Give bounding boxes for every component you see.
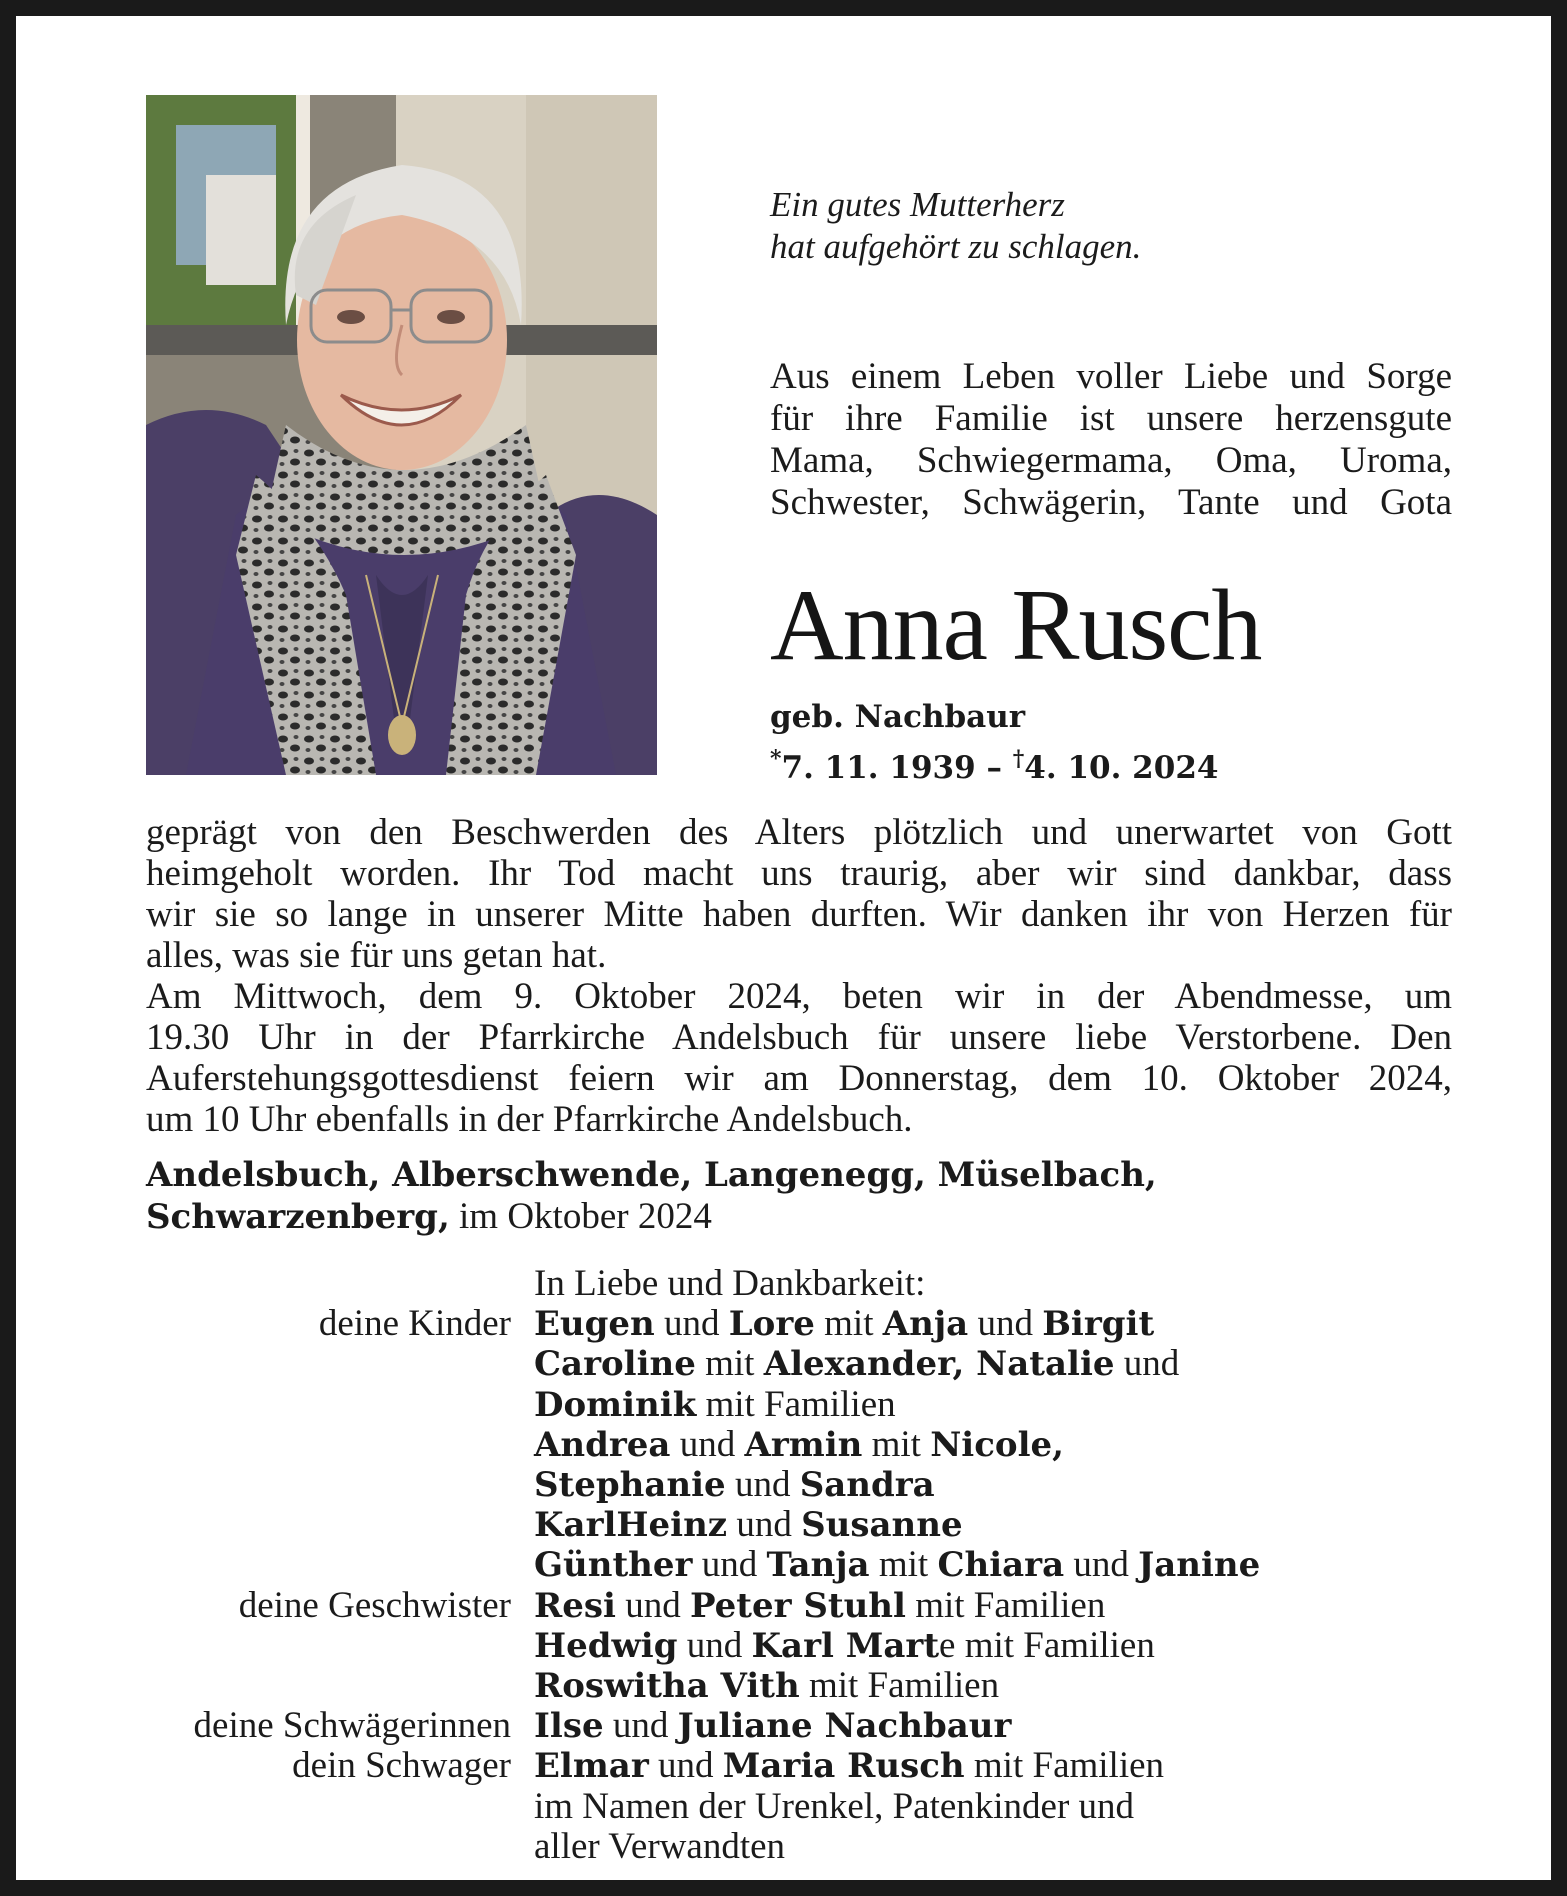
mourner-connector: und bbox=[1114, 1343, 1180, 1385]
mourner-connector: mit bbox=[862, 1423, 931, 1465]
mourner-connector: mit bbox=[814, 1303, 883, 1345]
mourner-role bbox=[146, 1666, 534, 1706]
mourner-connector: im Namen der Urenkel, Patenkinder und bbox=[534, 1785, 1135, 1827]
body-line: heimgeholt worden. Ihr Tod macht uns traurig, aber wir sind dankbar, dass bbox=[146, 853, 1452, 894]
mourner-role bbox=[146, 1827, 534, 1867]
mourner-name: Juliane Nachbaur bbox=[677, 1706, 1012, 1747]
life-dates bbox=[770, 738, 1470, 789]
mourner-role bbox=[146, 1505, 534, 1545]
mourner-role bbox=[146, 1385, 534, 1425]
quote bbox=[770, 184, 1490, 268]
mourner-name: Alexander, Natalie bbox=[763, 1344, 1115, 1385]
mourner-name: Sandra bbox=[799, 1465, 935, 1506]
mourner-row bbox=[146, 1626, 1452, 1666]
place-and-date bbox=[146, 1154, 1452, 1238]
mourner-connector: und bbox=[727, 1504, 802, 1546]
mourner-name: Lore bbox=[728, 1304, 815, 1345]
obituary-body bbox=[146, 812, 1452, 1140]
mourner-row bbox=[146, 1344, 1452, 1384]
mourner-role: dein Schwager bbox=[292, 1745, 511, 1787]
mourner-connector: und bbox=[648, 1745, 723, 1787]
mourner-row bbox=[146, 1304, 1452, 1344]
mourner-names bbox=[534, 1787, 1134, 1827]
death-symbol: † bbox=[1012, 746, 1025, 772]
mourner-name: Elmar bbox=[534, 1746, 649, 1787]
mourners-list bbox=[146, 1264, 1452, 1867]
body-line: 19.30 Uhr in der Pfarrkirche Andelsbuch für unsere liebe Verstorbene. Den bbox=[146, 1017, 1452, 1058]
body-line: Auferstehungsgottesdienst feiern wir am Donnerstag, dem 10. Oktober 2024, bbox=[146, 1058, 1452, 1099]
mourner-names bbox=[534, 1586, 1105, 1626]
portrait-photo-illustration bbox=[146, 95, 657, 775]
intro-line: Mama, Schwiegermama, Oma, Uroma, bbox=[770, 440, 1452, 481]
intro-line: für ihre Familie ist unsere herzensgute bbox=[770, 398, 1452, 439]
mourner-connector: mit bbox=[869, 1544, 938, 1586]
mourner-row bbox=[146, 1666, 1452, 1706]
mourner-row bbox=[146, 1545, 1452, 1585]
mourner-row bbox=[146, 1787, 1452, 1827]
mourner-connector: mit bbox=[695, 1343, 764, 1385]
mourner-name: KarlHeinz bbox=[534, 1505, 728, 1546]
mourner-names bbox=[534, 1505, 963, 1545]
mourner-row bbox=[146, 1827, 1452, 1867]
body-line: geprägt von den Beschwerden des Alters plötzlich und unerwartet von Gott bbox=[146, 812, 1452, 853]
birth-date: 7. 11. 1939 bbox=[781, 750, 976, 786]
mourner-connector: und bbox=[670, 1423, 745, 1465]
mourner-role bbox=[146, 1626, 534, 1666]
mourner-names bbox=[534, 1545, 1260, 1585]
mourner-name: Ilse bbox=[534, 1706, 604, 1747]
intro-text bbox=[770, 356, 1452, 524]
mourners-opening: In Liebe und Dankbarkeit: bbox=[534, 1263, 926, 1304]
mourner-name: Roswitha Vith bbox=[534, 1666, 800, 1707]
mourner-role bbox=[146, 1787, 534, 1827]
mourner-names bbox=[534, 1385, 896, 1425]
mourner-rows bbox=[146, 1304, 1452, 1867]
mourner-names bbox=[534, 1746, 1164, 1786]
body-line: alles, was sie für uns getan hat. bbox=[146, 935, 607, 976]
mourner-name: Birgit bbox=[1042, 1304, 1155, 1345]
body-line: wir sie so lange in unserer Mitte haben durften. Wir danken ihr von Herzen für bbox=[146, 894, 1452, 935]
mourner-connector: und bbox=[615, 1584, 690, 1626]
mourner-names bbox=[534, 1706, 1011, 1746]
mourner-names bbox=[534, 1425, 1064, 1465]
mourner-role bbox=[146, 1344, 534, 1384]
places-date: im Oktober 2024 bbox=[449, 1196, 712, 1237]
mourner-row bbox=[146, 1385, 1452, 1425]
mourner-role: deine Geschwister bbox=[238, 1584, 511, 1626]
mourner-name: Peter Stuhl bbox=[689, 1585, 906, 1626]
mourner-row bbox=[146, 1746, 1452, 1786]
birth-symbol: * bbox=[770, 746, 782, 772]
mourner-name: Nicole, bbox=[930, 1424, 1064, 1465]
mourner-names bbox=[534, 1827, 785, 1867]
mourner-connector: und bbox=[654, 1303, 729, 1345]
mourner-name: Janine bbox=[1138, 1545, 1261, 1586]
mourner-names bbox=[534, 1304, 1154, 1344]
mourner-name: Hedwig bbox=[534, 1625, 678, 1666]
mourner-names bbox=[534, 1666, 999, 1706]
birth-name: geb. Nachbaur bbox=[770, 699, 1026, 735]
mourner-name: Armin bbox=[744, 1424, 863, 1465]
mourner-name: Chiara bbox=[937, 1545, 1065, 1586]
body-line: Am Mittwoch, dem 9. Oktober 2024, beten wir in der Abendmesse, um bbox=[146, 976, 1452, 1017]
mourner-connector: und bbox=[725, 1464, 800, 1506]
mourner-name: Günther bbox=[534, 1545, 693, 1586]
mourner-connector: und bbox=[692, 1544, 767, 1586]
mourner-names bbox=[534, 1465, 935, 1505]
mourner-role bbox=[146, 1545, 534, 1585]
deceased-name: Anna Rusch bbox=[770, 569, 1262, 682]
mourner-name: Resi bbox=[534, 1585, 616, 1626]
mourner-row bbox=[146, 1706, 1452, 1746]
mourner-connector: und bbox=[603, 1705, 678, 1747]
portrait-photo bbox=[146, 95, 657, 775]
quote-line: hat aufgehört zu schlagen. bbox=[770, 227, 1142, 266]
mourner-name: Dominik bbox=[534, 1384, 697, 1425]
mourner-connector: und bbox=[968, 1303, 1043, 1345]
mourner-connector: und bbox=[677, 1624, 752, 1666]
places-line-bold: Schwarzenberg, bbox=[146, 1197, 450, 1237]
mourner-name: Caroline bbox=[534, 1344, 696, 1385]
mourner-row bbox=[146, 1586, 1452, 1626]
mourner-role: deine Schwägerinnen bbox=[193, 1705, 511, 1747]
quote-line: Ein gutes Mutterherz bbox=[770, 185, 1065, 224]
mourner-name: Stephanie bbox=[534, 1465, 726, 1506]
mourner-name: Maria Rusch bbox=[722, 1746, 965, 1787]
mourner-name: Tanja bbox=[766, 1545, 870, 1586]
mourner-row bbox=[146, 1425, 1452, 1465]
places-line: Andelsbuch, Alberschwende, Langenegg, Müselbach, bbox=[146, 1155, 1157, 1195]
date-dash: – bbox=[975, 750, 1013, 786]
mourner-name: Anja bbox=[882, 1304, 969, 1345]
mourner-connector: mit Familien bbox=[696, 1383, 896, 1425]
mourner-name: Susanne bbox=[801, 1505, 963, 1546]
mourner-role bbox=[146, 1425, 534, 1465]
mourner-connector: mit Familien bbox=[964, 1745, 1165, 1787]
birth-info bbox=[770, 696, 1470, 789]
mourner-connector: e mit Familien bbox=[939, 1624, 1155, 1666]
mourner-names bbox=[534, 1344, 1179, 1384]
mourner-row bbox=[146, 1505, 1452, 1545]
mourner-role bbox=[146, 1465, 534, 1505]
mourner-connector: und bbox=[1064, 1544, 1139, 1586]
intro-line: Schwester, Schwägerin, Tante und Gota bbox=[770, 482, 1452, 523]
mourner-role: deine Kinder bbox=[318, 1303, 511, 1345]
mourner-connector: mit Familien bbox=[905, 1584, 1106, 1626]
mourners-opening-row bbox=[146, 1264, 1452, 1304]
body-line: um 10 Uhr ebenfalls in der Pfarrkirche Andelsbuch. bbox=[146, 1099, 913, 1140]
mourner-names bbox=[534, 1626, 1155, 1666]
mourner-name: Andrea bbox=[534, 1424, 671, 1465]
intro-line: Aus einem Leben voller Liebe und Sorge bbox=[770, 356, 1452, 397]
death-date: 4. 10. 2024 bbox=[1024, 750, 1219, 786]
mourner-name: Eugen bbox=[534, 1304, 655, 1345]
mourner-row bbox=[146, 1465, 1452, 1505]
mourner-connector: aller Verwandten bbox=[534, 1825, 786, 1867]
mourner-connector: mit Familien bbox=[799, 1665, 1000, 1707]
mourner-name: Karl Mart bbox=[751, 1625, 940, 1666]
